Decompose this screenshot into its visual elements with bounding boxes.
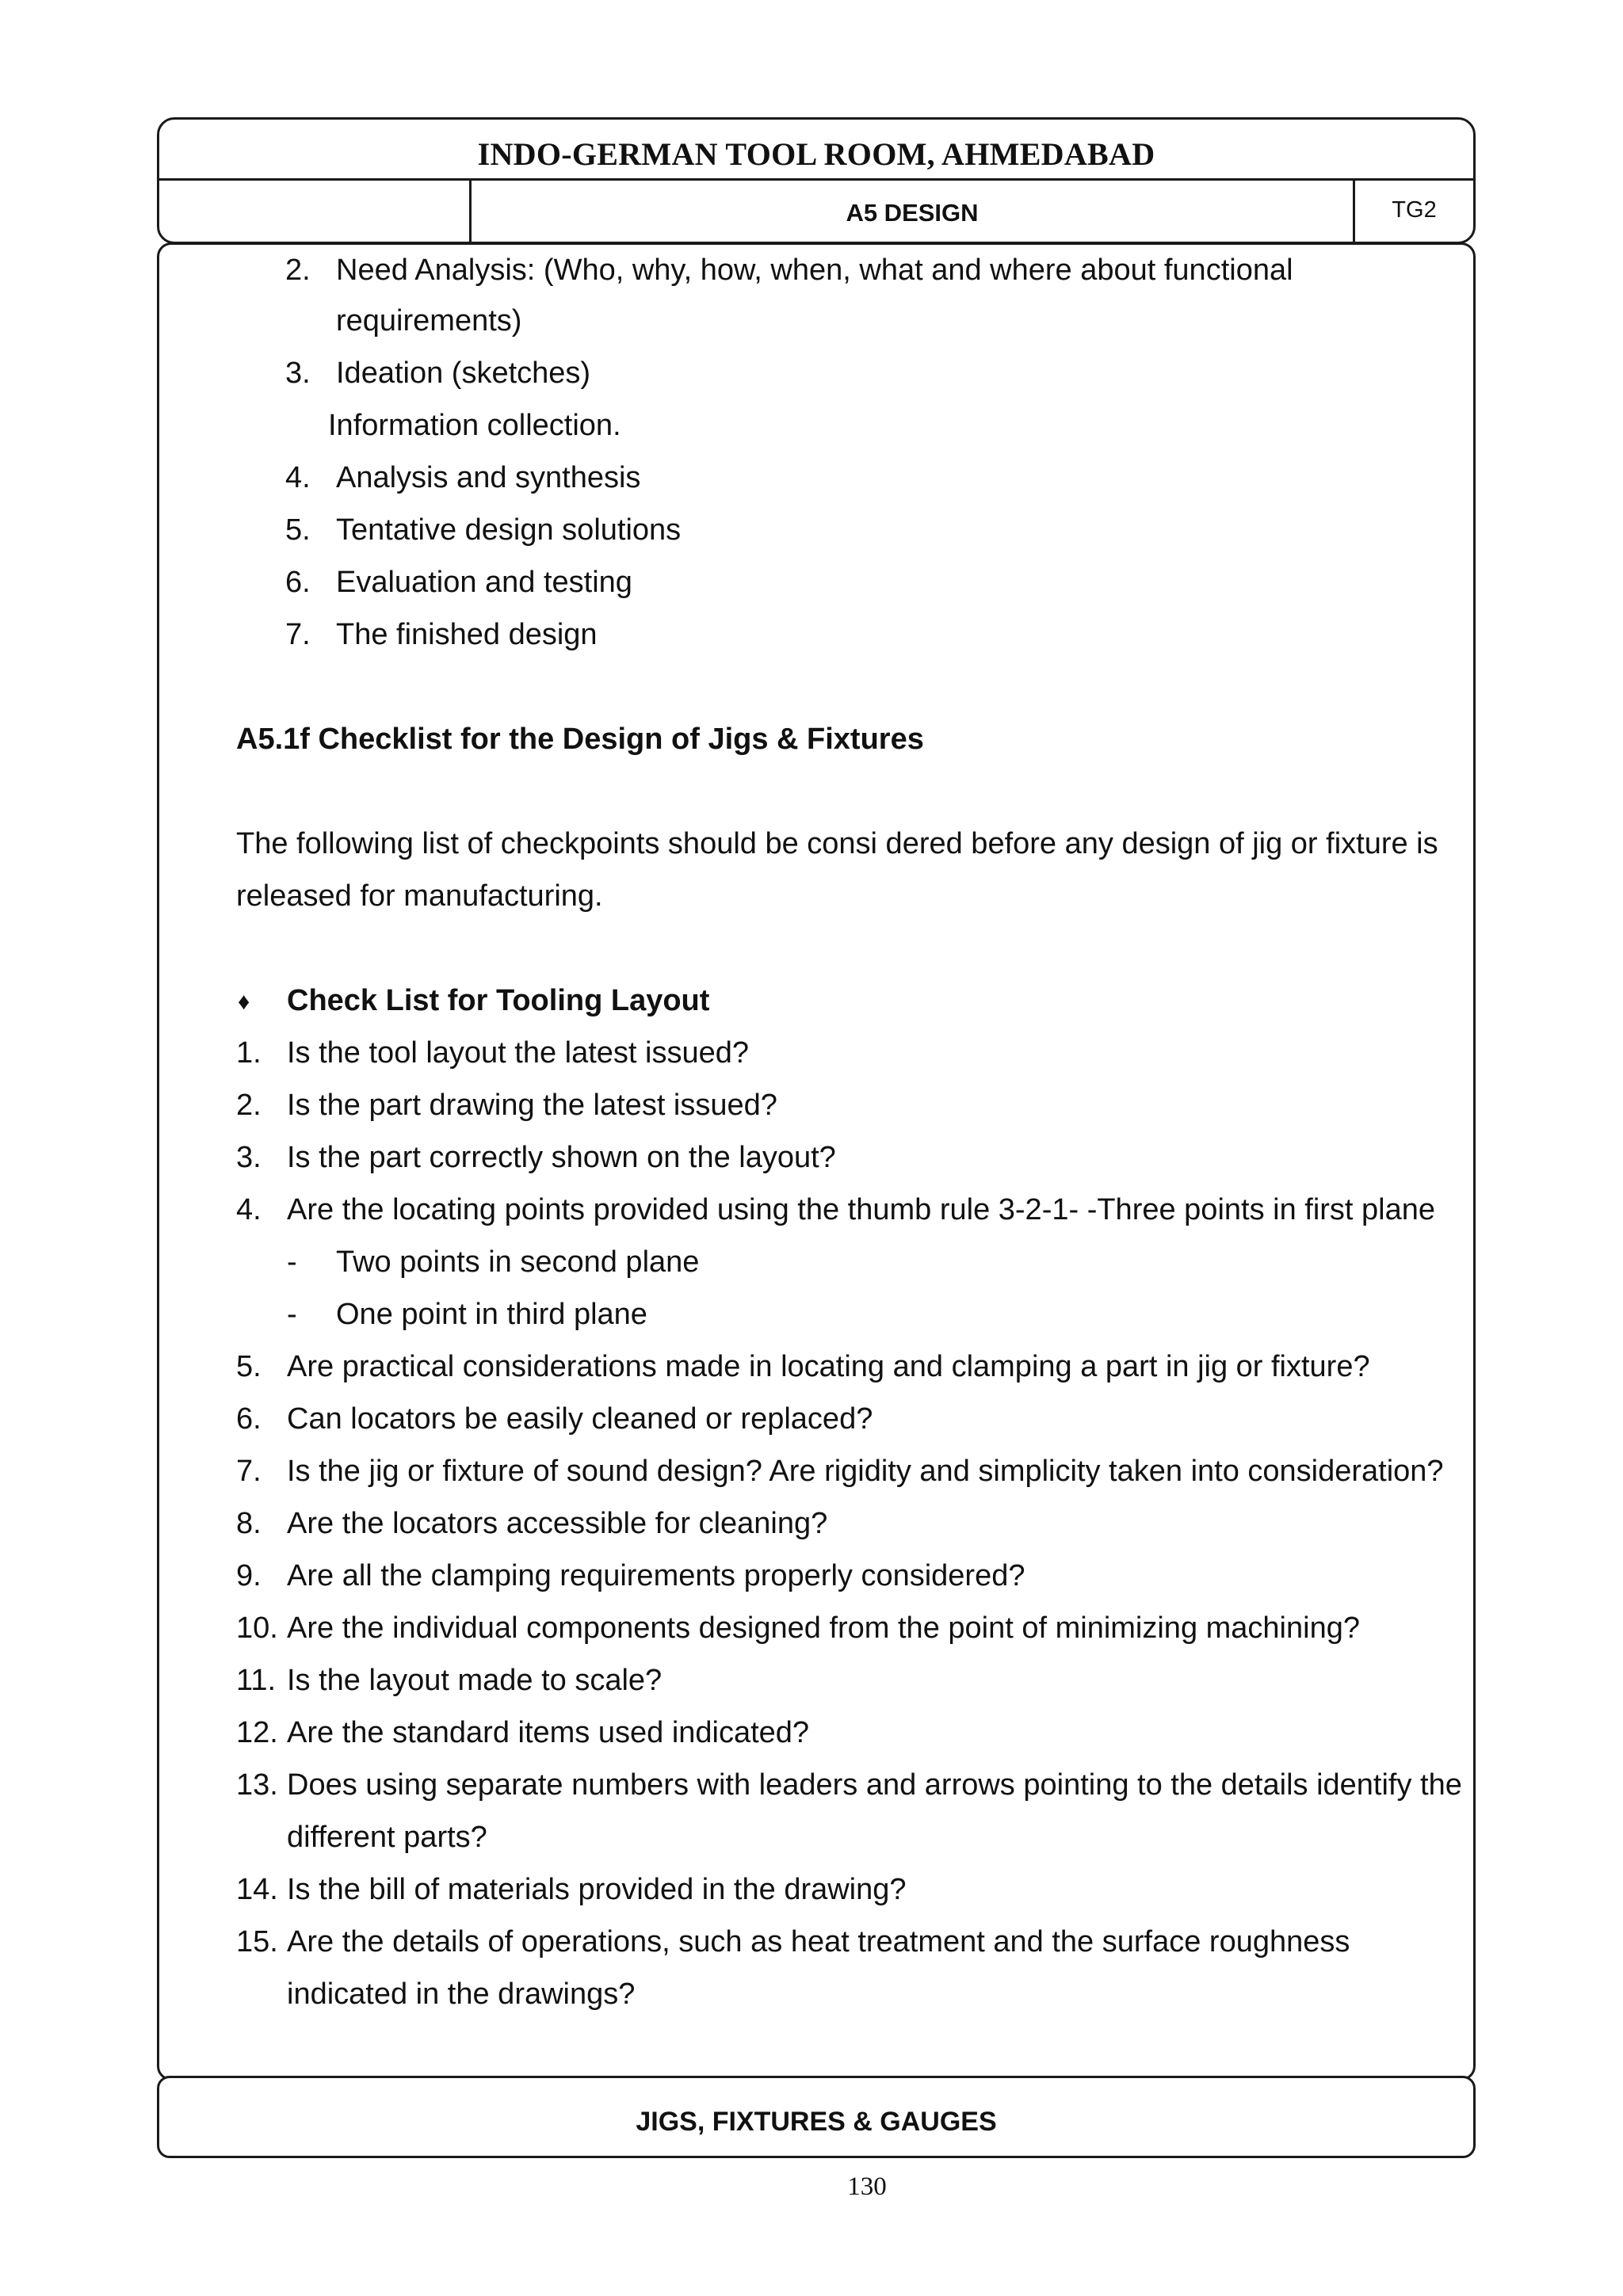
list-item-text: Analysis and synthesis [336,461,641,494]
list-item-text: Is the layout made to scale? [287,1664,663,1697]
list-item-number: 3. [285,357,311,390]
document-header [157,117,1476,244]
list-item-text: Two points in second plane [336,1245,700,1279]
list-item-number: 10. [236,1611,278,1645]
list-item-number: 4. [236,1193,262,1226]
list-item-number: 6. [285,566,311,599]
document-footer [157,2076,1476,2158]
list-item-number: 6. [236,1402,262,1436]
list-item-text: Is the tool layout the latest issued? [287,1036,750,1070]
intro-paragraph-line: The following list of checkpoints should be consi dered before any design of jig or fixture is [236,827,1438,860]
section-heading: A5.1f Checklist for the Design of Jigs & Fixtures [236,723,924,756]
list-item-number: 1. [236,1036,262,1070]
list-item-text: Is the part drawing the latest issued? [287,1089,777,1122]
list-item-text: Are practical considerations made in locating and clamping a part in jig or fixture? [287,1350,1370,1383]
list-item-number: 9. [236,1559,262,1592]
list-item-number: 5. [236,1350,262,1383]
list-item-text: Are all the clamping requirements properly considered? [287,1559,1025,1592]
list-item-number: 2. [285,254,311,287]
list-item-text: Are the locating points provided using the thumb rule 3-2-1- -Three points in first plane [287,1193,1436,1226]
header-section-label: A5 DESIGN [846,199,979,227]
list-item-text: requirements) [336,304,522,338]
list-item-number: 7. [285,618,311,651]
list-item-text: Are the details of operations, such as heat treatment and the surface roughness [287,1925,1350,1958]
intro-paragraph-line: released for manufacturing. [236,879,603,913]
list-item-text: Is the part correctly shown on the layout? [287,1141,836,1174]
list-item-text: Are the locators accessible for cleaning? [287,1507,828,1540]
list-item [285,252,311,288]
list-item-text: Tentative design solutions [336,513,682,547]
list-item-text: Are the individual components designed from the point of minimizing machining? [287,1611,1360,1645]
list-item-dash: - [287,1245,297,1279]
header-divider [159,178,1473,181]
list-item-number: 4. [285,461,311,494]
list-item-text: Ideation (sketches) [336,357,591,390]
checklist-title: Check List for Tooling Layout [287,984,710,1017]
page-number: 130 [847,2172,887,2201]
list-item-text: Information collection. [328,409,621,442]
list-item-text: different parts? [287,1821,487,1854]
list-item-text: Can locators be easily cleaned or replaced? [287,1402,873,1436]
list-item-number: 5. [285,513,311,547]
list-item-text: Are the standard items used indicated? [287,1716,810,1749]
header-code: TG2 [1392,197,1437,223]
list-item-dash: - [287,1298,297,1331]
list-item-text: Evaluation and testing [336,566,632,599]
list-item-number: 14. [236,1873,278,1906]
list-item-number: 11. [236,1664,277,1697]
list-item-number: 3. [236,1141,262,1174]
list-item-text: The finished design [336,618,598,651]
list-item-text: Does using separate numbers with leaders and arrows pointing to the details identify the [287,1768,1462,1802]
list-item-number: 8. [236,1507,262,1540]
list-item-number: 7. [236,1455,262,1488]
list-item-number: 13. [236,1768,278,1802]
footer-title: JIGS, FIXTURES & GAUGES [636,2107,997,2137]
diamond-bullet-icon: ♦ [238,989,250,1015]
list-item-text: Is the jig or fixture of sound design? Are rigidity and simplicity taken into consideration? [287,1455,1444,1488]
header-title: INDO-GERMAN TOOL ROOM, AHMEDABAD [477,136,1155,172]
list-item-text: indicated in the drawings? [287,1978,636,2011]
list-item-number: 12. [236,1716,278,1749]
list-item-text: Need Analysis: (Who, why, how, when, what and where about functional [336,254,1293,287]
list-item-number: 2. [236,1089,262,1122]
list-item-text: One point in third plane [336,1298,647,1331]
list-item-number: 15. [236,1925,278,1958]
list-item-text: Is the bill of materials provided in the drawing? [287,1873,907,1906]
